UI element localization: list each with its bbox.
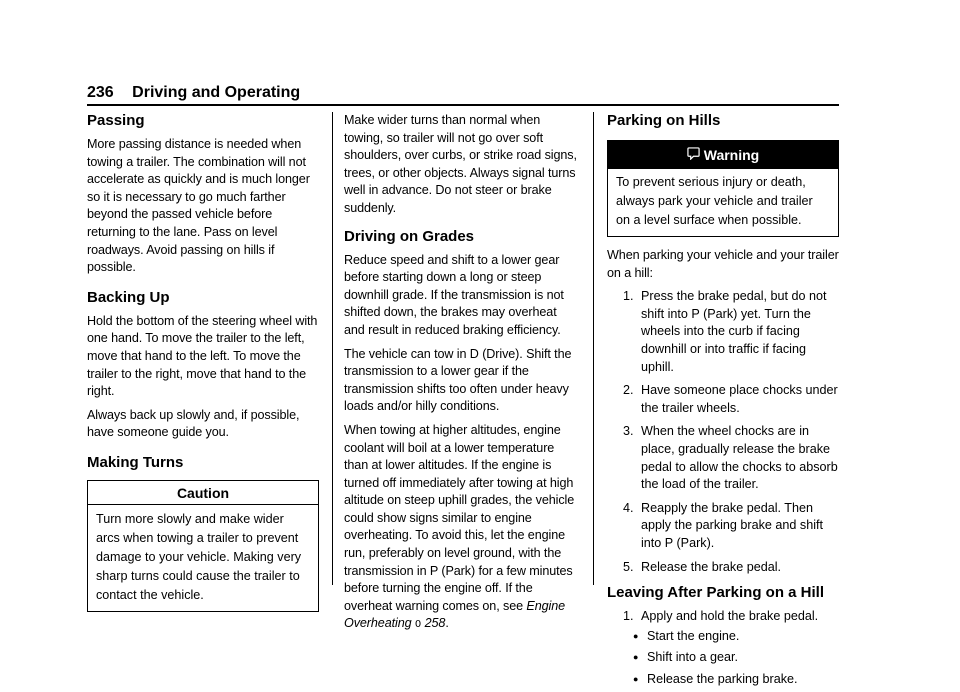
- header-rule: [87, 104, 839, 106]
- parking-steps-list: [607, 288, 839, 576]
- step-number: 1.: [623, 609, 634, 624]
- backing-paragraph-2: Always back up slowly and, if possible, have someone guide you.: [87, 407, 300, 440]
- turns-continued-paragraph: Make wider turns than normal when towing, so trailer will not go over soft shoulders, over curbs, or strike road signs, trees, or other objects. Always signal turns well in advance. Do not steer or brake suddenly.: [344, 113, 577, 215]
- caution-text: Turn more slowly and make wider arcs when towing a trailer to prevent damage to your vehicle. Making very sharp turns could cause the trailer to contact the vehicle.: [96, 511, 302, 602]
- bullet-item: ● Release the parking brake.: [633, 671, 839, 689]
- backing-heading: Backing Up: [87, 288, 170, 306]
- list-item: [615, 608, 839, 626]
- speech-bubble-icon: [687, 147, 700, 160]
- caution-box: [87, 480, 319, 612]
- list-item: [615, 382, 839, 417]
- section-title: Driving and Operating: [132, 84, 301, 101]
- warning-title-bar: [608, 141, 838, 169]
- step-text: Reapply the brake pedal. Then apply the parking brake and shift into P (Park).: [641, 500, 824, 550]
- turns-heading: Making Turns: [87, 453, 184, 471]
- engine-overheating-link[interactable]: Engine Overheating: [344, 598, 566, 631]
- list-item: [615, 559, 839, 577]
- page-ref-arrow-icon: 0: [414, 619, 422, 631]
- list-item: [615, 500, 839, 553]
- page-ref-number[interactable]: 258: [424, 616, 446, 631]
- grades-paragraph-3-text: When towing at higher altitudes, engine coolant will boil at a lower temperature than at lower altitudes. If the engine is turned off immediately after towing at high altitude on steep uphill grades, the vehicle could show signs similar to engine overheating. To avoid this, let the engine run, preferably on level ground, with the transmission in P (Park) for a few minutes before turning the engine off. If the overheat warning comes on, see: [344, 422, 575, 613]
- leaving-steps-list: [607, 608, 839, 626]
- warning-text: To prevent serious injury or death, always park your vehicle and trailer on a level surface when possible.: [616, 175, 813, 227]
- step-text: Press the brake pedal, but do not shift into P (Park) yet. Turn the wheels into the curb if facing downhill or into traffic if facing uphill.: [641, 289, 827, 374]
- step-text: Release the brake pedal.: [641, 559, 782, 574]
- passing-heading: Passing: [87, 112, 145, 129]
- step-number: 5.: [623, 559, 634, 574]
- list-item: [615, 288, 839, 376]
- column-3: [607, 112, 839, 692]
- step-text: Apply and hold the brake pedal.: [641, 609, 819, 624]
- page-header: [87, 84, 300, 102]
- step-text: When the wheel chocks are in place, gradually release the brake pedal to allow the chocks to absorb the load of the trailer.: [641, 424, 838, 492]
- leaving-bullets: [607, 628, 839, 689]
- list-item: [615, 423, 839, 493]
- page-number: 236: [87, 84, 114, 101]
- bullet-item: ● Start the engine.: [633, 628, 839, 646]
- grades-heading: Driving on Grades: [344, 227, 475, 245]
- warning-title: Warning: [703, 147, 760, 163]
- grades-paragraph-1: Reduce speed and shift to a lower gear before starting down a long or steep downhill grade. If the transmission is not shifted down, the brakes may overheat and result in reduced braking efficiency.: [344, 252, 564, 337]
- warning-icon: [687, 147, 700, 163]
- passing-paragraph: More passing distance is needed when towing a trailer. The combination will not accelerate as quickly and is much longer so it is necessary to go much farther beyond the passed vehicle before returning to the lane. Pass on level roadways. Avoid passing on hills if possible.: [87, 137, 310, 275]
- step-text: Have someone place chocks under the trailer wheels.: [641, 383, 838, 415]
- warning-box: [607, 140, 839, 237]
- caution-title: Caution: [88, 481, 318, 505]
- leaving-heading: Leaving After Parking on a Hill: [607, 584, 824, 602]
- step-number: 1.: [623, 289, 634, 304]
- backing-paragraph-1: Hold the bottom of the steering wheel with one hand. To move the trailer to the left, move that hand to the left. To move the trailer to the right, move that hand to the right.: [87, 313, 318, 399]
- bullet-item: ● Shift into a gear.: [633, 649, 839, 667]
- sentence-end: .: [445, 616, 449, 631]
- grades-paragraph-2: The vehicle can tow in D (Drive). Shift the transmission to a lower gear if the transmission shifts too often under heavy loads and/or hilly conditions.: [344, 346, 572, 414]
- grades-paragraph-3: [344, 422, 580, 634]
- hills-heading: Parking on Hills: [607, 112, 721, 129]
- step-number: 4.: [623, 500, 634, 515]
- step-number: 2.: [623, 383, 634, 398]
- column-2: [344, 112, 580, 640]
- column-1: [87, 112, 319, 622]
- column-divider: [332, 112, 333, 585]
- column-divider: [593, 112, 594, 585]
- hills-intro: When parking your vehicle and your trailer on a hill:: [607, 248, 839, 280]
- step-number: 3.: [623, 424, 634, 439]
